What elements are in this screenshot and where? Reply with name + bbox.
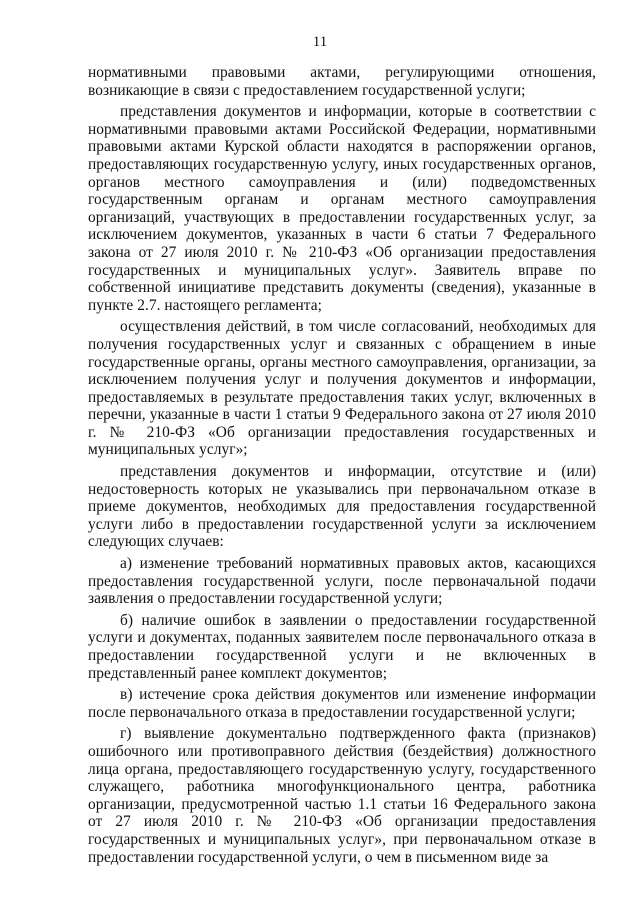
list-item-a: а) изменение требований нормативных правовых актов, касающихся предоставления государственной услуги, после первоначальной подачи заявления о предоставлении государственной услуги; — [88, 555, 596, 608]
list-item-g: г) выявление документально подтвержденного факта (признаков) ошибочного или противоправного действия (бездействия) должностного лица органа, предоставляющего государственную услугу, государственного служащего, работника многофункционального центра, работника организации, предусмотренной частью 1.1 статьи 16 Федерального закона от 27 июля 2010 г. № 210-ФЗ «Об организации предоставления государственных и муниципальных услуг», при первоначальном отказе в предоставлении государственной услуги, о чем в письменном виде за — [88, 725, 596, 866]
list-item-b: б) наличие ошибок в заявлении о предоставлении государственной услуги и документах, поданных заявителем после первоначального отказа в предоставлении государственной услуги и не включенных в представленный ранее комплект документов; — [88, 611, 596, 682]
document-body — [88, 64, 596, 870]
paragraph-continuation: нормативными правовыми актами, регулирующими отношения, возникающие в связи с предоставлением государственной услуги; — [88, 64, 596, 99]
paragraph-actions-approvals: осуществления действий, в том числе согласований, необходимых для получения государственных услуг и связанных с обращением в иные государственные органы, органы местного самоуправления, организации, за исключением получения услуг и получения документов и информации, предоставляемых в результате предоставления таких услуг, включенных в перечни, указанные в части 1 статьи 9 Федерального закона от 27 июля 2010 г. № 210-ФЗ «Об организации предоставления государственных и муниципальных услуг»; — [88, 318, 596, 459]
paragraph-documents-info: представления документов и информации, которые в соответствии с нормативными правовыми актами Российской Федерации, нормативными правовыми актами Курской области находятся в распоряжении органов, предоставляющих государственную услугу, иных государственных органов, органов местного самоуправления и (или) подведомственных государственным органам и органам местного самоуправления организаций, участвующих в предоставлении государственных услуг, за исключением документов, указанных в части 6 статьи 7 Федерального закона от 27 июля 2010 г. № 210-ФЗ «Об организации предоставления государственных и муниципальных услуг». Заявитель вправе по собственной инициативе представить документы (сведения), указанные в пункте 2.7. настоящего регламента; — [88, 103, 596, 314]
paragraph-missing-documents: представления документов и информации, отсутствие и (или) недостоверность которых не указывались при первоначальном отказе в приеме документов, необходимых для предоставления государственной услуги либо в предоставлении государственной услуги за исключением следующих случаев: — [88, 463, 596, 551]
list-item-v: в) истечение срока действия документов или изменение информации после первоначального отказа в предоставлении государственной услуги; — [88, 686, 596, 721]
page-number: 11 — [312, 34, 328, 50]
